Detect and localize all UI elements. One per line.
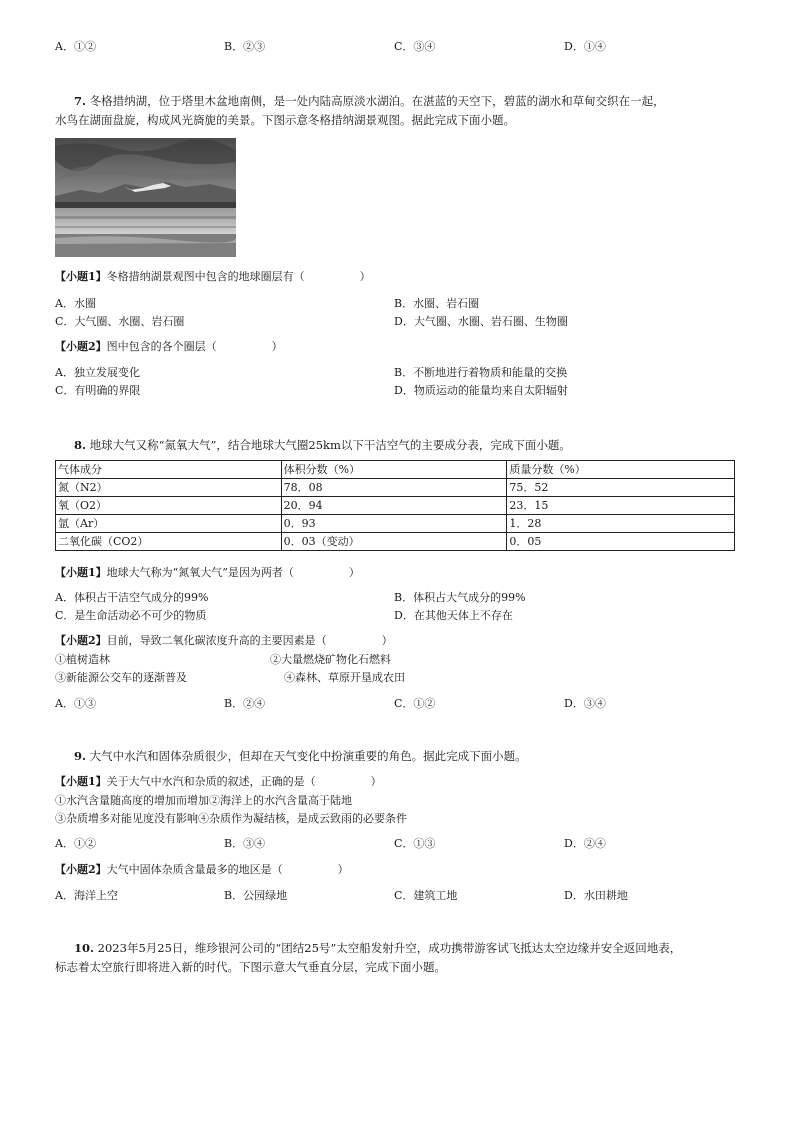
q8-number: 8. [74,438,87,452]
q7-sub1-text: 冬格措纳湖景观图中包含的地球圈层有（ ） [106,270,371,283]
q8-factor-3: ③新能源公交车的逐渐普及 [55,671,187,684]
q7-sub1-option-c: C．大气圈、水圈、岩石圈 [55,315,185,328]
table-header-cell: 气体成分 [56,461,282,479]
table-cell: 20．94 [281,497,507,515]
q9-stem-text: 大气中水汽和固体杂质很少，但却在天气变化中扮演重要的角色。据此完成下面小题。 [89,749,527,763]
q9-statements-line2: ③杂质增多对能见度没有影响④杂质作为凝结核，是成云致雨的必要条件 [55,812,407,825]
q8-sub1-text: 地球大气称为“氮氧大气”是因为两者（ ） [106,566,360,579]
q7-sub2-option-a: A．独立发展变化 [55,366,140,379]
q7-sub1-option-d: D．大气圈、水圈、岩石圈、生物圈 [394,315,568,328]
table-header-cell: 体积分数（%） [281,461,507,479]
q8-sub1-option-c: C．是生命活动必不可少的物质 [55,609,207,622]
q10-stem-text1: 2023年5月25日，维珍银河公司的“团结25号”太空船发射升空，成功携带游客试飞抵达太空边缘并安全返回地表， [97,941,682,955]
table-cell: 0．03（变动） [281,533,507,551]
table-header-cell: 质量分数（%） [507,461,735,479]
q9-sub2-option-d: D．水田耕地 [564,889,628,902]
q8-sub2-label: 【小题2】 [55,634,107,647]
q9-statements-line1: ①水汽含量随高度的增加而增加②海洋上的水汽含量高于陆地 [55,794,352,807]
lake-landscape-photo [55,138,236,257]
q7-sub2-label: 【小题2】 [55,340,107,353]
q7-stem-line2: 水鸟在湖面盘旋，构成风光旖旎的美景。下图示意冬格措纳湖景观图。据此完成下面小题。 [55,113,515,127]
q8-factor-2: ②大量燃烧矿物化石燃料 [270,653,391,666]
q9-sub2-option-b: B．公园绿地 [224,889,288,902]
q8-sub1-option-b: B．体积占大气成分的99% [394,591,526,604]
q6-option-c: C．③④ [394,40,436,53]
q7-sub1-question [55,270,371,284]
q7-sub2-option-d: D．物质运动的能量均来自太阳辐射 [394,384,568,397]
table-cell: 0．93 [281,515,507,533]
table-cell: 氧（O2） [56,497,282,515]
q9-sub1-question [55,775,382,789]
lake-landscape-image [55,138,236,257]
q9-sub1-option-c: C．①③ [394,837,436,850]
q8-stem-text: 地球大气又称“氮氧大气”，结合地球大气圈25km以下干洁空气的主要成分表，完成下面小题。 [89,438,571,452]
q7-sub1-label: 【小题1】 [55,270,107,283]
q8-sub2-question [55,634,393,648]
q9-stem [74,749,527,763]
q7-number: 7. [74,94,87,108]
q9-sub1-option-b: B．③④ [224,837,266,850]
q8-sub2-text: 目前，导致二氧化碳浓度升高的主要因素是（ ） [106,634,393,647]
air-composition-table [55,460,735,551]
table-row [56,479,735,497]
q8-sub2-option-a: A．①③ [55,697,96,710]
q9-sub1-text: 关于大气中水汽和杂质的叙述，正确的是（ ） [106,775,382,788]
q9-sub1-option-a: A．①② [55,837,96,850]
table-cell: 0．05 [507,533,735,551]
q7-sub2-option-c: C．有明确的界限 [55,384,141,397]
q8-factor-4: ④森林、草原开垦成农田 [284,671,405,684]
table-cell: 23．15 [507,497,735,515]
q8-sub2-option-c: C．①② [394,697,436,710]
q7-sub1-option-a: A．水圈 [55,297,96,310]
table-header-row [56,461,735,479]
table-cell: 二氧化碳（CO2） [56,533,282,551]
table-row [56,497,735,515]
q6-option-a: A．①② [55,40,96,53]
q9-number: 9. [74,749,87,763]
table-cell: 氮（N2） [56,479,282,497]
q8-sub2-option-d: D．③④ [564,697,606,710]
q10-stem-line2: 标志着太空旅行即将进入新的时代。下图示意大气垂直分层，完成下面小题。 [55,960,446,974]
q9-sub2-option-a: A．海洋上空 [55,889,118,902]
q9-sub2-option-c: C．建筑工地 [394,889,458,902]
q8-factor-1: ①植树造林 [55,653,110,666]
table-cell: 1．28 [507,515,735,533]
q7-sub2-option-b: B．不断地进行着物质和能量的交换 [394,366,568,379]
q7-stem-text1: 冬格措纳湖，位于塔里木盆地南侧，是一处内陆高原淡水湖泊。在湛蓝的天空下，碧蓝的湖水和草甸交织在一起， [89,94,665,108]
q8-stem [74,438,571,452]
q6-option-b: B．②③ [224,40,266,53]
q9-sub2-label: 【小题2】 [55,863,107,876]
q8-sub1-label: 【小题1】 [55,566,107,579]
q7-sub2-question [55,340,283,354]
table-row [56,515,735,533]
q8-sub1-option-d: D．在其他天体上不存在 [394,609,513,622]
q8-sub2-option-b: B．②④ [224,697,266,710]
table-row [56,533,735,551]
q8-sub1-option-a: A．体积占干洁空气成分的99% [55,591,209,604]
q9-sub2-question [55,863,349,877]
table-cell: 氩（Ar） [56,515,282,533]
table-cell: 75．52 [507,479,735,497]
q7-stem-line1 [74,94,665,108]
q7-sub1-option-b: B．水圈、岩石圈 [394,297,480,310]
q10-stem-line1 [74,941,681,955]
q9-sub1-option-d: D．②④ [564,837,606,850]
q8-sub1-question [55,566,360,580]
q9-sub1-label: 【小题1】 [55,775,107,788]
q6-option-d: D．①④ [564,40,606,53]
q9-sub2-text: 大气中固体杂质含量最多的地区是（ ） [106,863,349,876]
q10-number: 10. [74,941,95,955]
q7-sub2-text: 图中包含的各个圈层（ ） [106,340,283,353]
table-cell: 78．08 [281,479,507,497]
